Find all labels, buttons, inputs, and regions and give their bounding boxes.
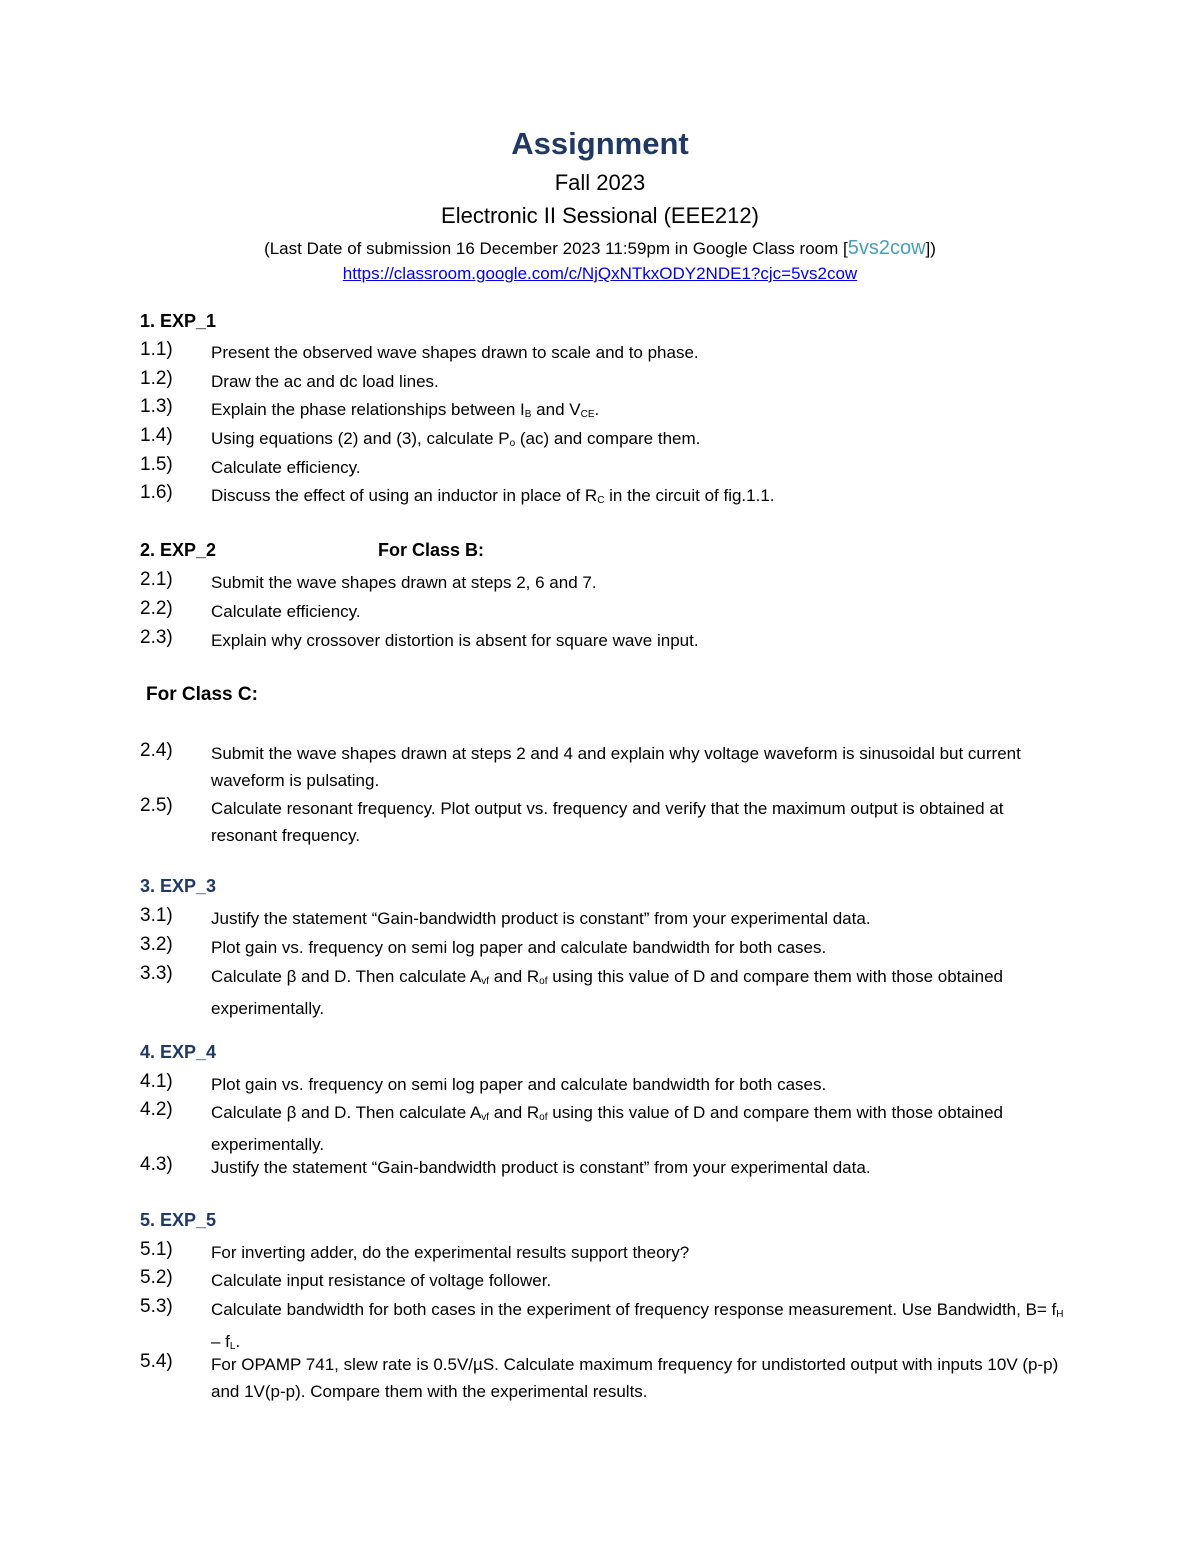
item-text: Plot gain vs. frequency on semi log paper and calculate bandwidth for both cases.	[211, 1075, 827, 1094]
item-number: 2.4)	[140, 740, 173, 761]
item-text: Discuss the effect of using an inductor in place of $R_C$ in the circuit of fig.1.1.	[211, 486, 775, 506]
item-number: 3.2)	[140, 934, 173, 955]
term: Fall 2023	[554, 170, 646, 195]
item-number: 4.1)	[140, 1071, 173, 1092]
item-number: 4.3)	[140, 1154, 173, 1175]
classroom-link[interactable]: https://classroom.google.com/c/NjQxNTkxODY2NDE1?cjc=5vs2cow	[342, 264, 858, 283]
item-text: Using equations (2) and (3), calculate $P_o$ (ac) and compare them.	[211, 429, 701, 449]
item-text: Draw the ac and dc load lines.	[211, 372, 439, 391]
section-heading-exp3: 3. EXP_3	[140, 876, 217, 896]
item-text: Explain the phase relationships between $I_B$ and $V_{CE}$.	[211, 400, 600, 420]
item-text: Calculate β and D. Then calculate $A_{vf}$ and $R_{of}$ using this value of D and compare them with those obtained experimentally.	[211, 967, 1004, 1018]
section-heading-exp2: 2. EXP_2 For Class B:	[140, 540, 485, 560]
item-number: 1.2)	[140, 368, 173, 389]
item-text: Plot gain vs. frequency on semi log paper and calculate bandwidth for both cases.	[211, 938, 827, 957]
item-text: Justify the statement “Gain-bandwidth product is constant” from your experimental data.	[211, 1158, 871, 1177]
item-text: Submit the wave shapes drawn at steps 2 and 4 and explain why voltage waveform is sinusoidal but current waveform is pulsating.	[211, 744, 1021, 790]
submission-suffix: ])	[925, 239, 936, 258]
section-heading-exp1: 1. EXP_1	[140, 311, 217, 331]
page-title: Assignment	[511, 126, 689, 161]
item-number: 2.2)	[140, 598, 173, 619]
item-text: Justify the statement “Gain-bandwidth product is constant” from your experimental data.	[211, 909, 871, 928]
item-text: Calculate bandwidth for both cases in the experiment of frequency response measurement. Use Bandwidth, $B= f_H - f_L$.	[211, 1300, 1064, 1352]
class-b-label: For Class B:	[378, 540, 485, 560]
item-number: 5.3)	[140, 1296, 173, 1317]
item-number: 3.1)	[140, 905, 173, 926]
item-number: 1.6)	[140, 482, 173, 503]
item-text: Calculate input resistance of voltage follower.	[211, 1271, 552, 1290]
item-text: Submit the wave shapes drawn at steps 2, 6 and 7.	[211, 573, 597, 592]
item-text: Calculate efficiency.	[211, 458, 361, 477]
item-number: 4.2)	[140, 1099, 173, 1120]
item-number: 3.3)	[140, 963, 173, 984]
submission-prefix: (Last Date of submission 16 December 2023 11:59pm in Google Class room [	[264, 239, 848, 258]
section-heading-exp4: 4. EXP_4	[140, 1042, 217, 1062]
course-name: Electronic II Sessional (EEE212)	[441, 203, 759, 228]
item-number: 2.3)	[140, 627, 173, 648]
item-number: 1.3)	[140, 396, 173, 417]
item-number: 5.1)	[140, 1239, 173, 1260]
item-text: Calculate resonant frequency. Plot output vs. frequency and verify that the maximum output is obtained at resonant frequency.	[211, 799, 1004, 845]
class-c-label: For Class C:	[146, 684, 258, 705]
item-number: 1.4)	[140, 425, 173, 446]
item-number: 1.5)	[140, 454, 173, 475]
item-text: Calculate efficiency.	[211, 602, 361, 621]
item-text: For inverting adder, do the experimental results support theory?	[211, 1243, 690, 1262]
item-number: 5.4)	[140, 1351, 173, 1372]
item-text: Present the observed wave shapes drawn to scale and to phase.	[211, 343, 699, 362]
item-number: 2.5)	[140, 795, 173, 816]
item-number: 2.1)	[140, 569, 173, 590]
submission-note	[0, 237, 1200, 260]
item-text: For OPAMP 741, slew rate is 0.5V/µS. Calculate maximum frequency for undistorted output with inputs 10V (p-p) and 1V(p-p). Compare them with the experimental results.	[211, 1355, 1059, 1401]
item-number: 1.1)	[140, 339, 173, 360]
section-heading-exp5: 5. EXP_5	[140, 1210, 217, 1230]
class-code: 5vs2cow	[847, 237, 926, 259]
item-text: Calculate β and D. Then calculate $A_{vf}$ and $R_{of}$ using this value of D and compare them with those obtained experimentally.	[211, 1103, 1004, 1154]
item-number: 5.2)	[140, 1267, 173, 1288]
item-text: Explain why crossover distortion is absent for square wave input.	[211, 631, 699, 650]
